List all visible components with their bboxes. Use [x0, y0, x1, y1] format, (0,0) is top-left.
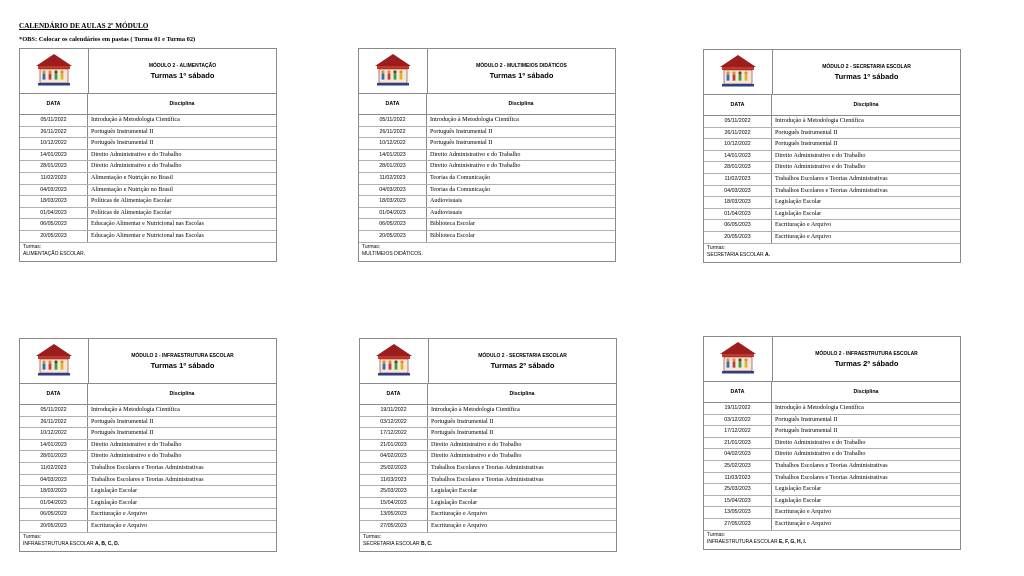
row-subject: Teorias da Comunicação [430, 174, 491, 181]
row-date: 20/05/2023 [20, 231, 88, 242]
row-date: 04/03/2023 [20, 475, 88, 486]
row-date: 26/11/2022 [704, 128, 772, 139]
row-subject: Legislação Escolar [431, 499, 478, 506]
school-house-icon [371, 52, 415, 90]
subject-column-header: Disciplina [853, 389, 879, 395]
table-row [360, 417, 616, 429]
table-row [359, 173, 615, 185]
schedule-card-infraestrutura-1 [19, 338, 277, 552]
subject-column-header: Disciplina [508, 101, 534, 107]
row-subject: Escrituração e Arquivo [775, 520, 832, 527]
row-date: 18/03/2023 [20, 486, 88, 497]
row-date: 11/02/2023 [20, 463, 88, 474]
row-date: 10/12/2022 [20, 138, 88, 149]
schedule-rows [20, 405, 276, 533]
table-row [360, 405, 616, 417]
row-date: 26/11/2022 [20, 127, 88, 138]
turmas-label: Turmas: [23, 533, 42, 540]
table-row [20, 219, 276, 231]
table-row [20, 231, 276, 243]
table-row [20, 173, 276, 185]
table-row [20, 185, 276, 197]
school-house-icon [32, 52, 76, 90]
row-subject: Legislação Escolar [775, 497, 822, 504]
row-date: 20/05/2023 [359, 231, 427, 242]
table-row [360, 509, 616, 521]
table-row [20, 127, 276, 139]
table-row [360, 498, 616, 510]
table-row [359, 150, 615, 162]
subject-column-header: Disciplina [169, 391, 195, 397]
row-date: 28/01/2023 [20, 161, 88, 172]
table-row [359, 115, 615, 127]
row-subject: Direito Administrativo e do Trabalho [91, 453, 182, 460]
row-subject: Direito Administrativo e do Trabalho [775, 451, 866, 458]
table-row [20, 428, 276, 440]
table-row [360, 486, 616, 498]
row-date: 06/05/2023 [359, 219, 427, 230]
table-row [704, 484, 960, 496]
row-subject: Português Instrumental II [430, 128, 493, 135]
row-subject: Português Instrumental II [775, 129, 838, 136]
turmas-list: MULTIMEIOS DIDÁTICOS. [362, 251, 423, 258]
row-date: 01/04/2023 [20, 498, 88, 509]
row-date: 27/05/2023 [704, 519, 772, 530]
row-subject: Português Instrumental II [91, 418, 154, 425]
school-logo [359, 49, 428, 93]
table-row [704, 220, 960, 232]
table-row [704, 496, 960, 508]
table-row [20, 475, 276, 487]
row-date: 20/05/2023 [20, 521, 88, 532]
table-row [359, 219, 615, 231]
table-row [20, 417, 276, 429]
table-row [20, 498, 276, 510]
table-row [20, 521, 276, 533]
row-date: 11/02/2023 [704, 174, 772, 185]
schedule-rows [359, 115, 615, 243]
row-date: 14/01/2023 [359, 150, 427, 161]
row-subject: Direito Administrativo e do Trabalho [431, 453, 522, 460]
row-subject: Escrituração e Arquivo [775, 233, 832, 240]
schedule-rows [704, 116, 960, 244]
row-date: 21/01/2023 [360, 440, 428, 451]
row-date: 14/01/2023 [704, 151, 772, 162]
table-row [359, 138, 615, 150]
row-date: 28/01/2023 [359, 161, 427, 172]
schedule-card-infraestrutura-2 [703, 336, 961, 550]
row-subject: Português Instrumental II [91, 140, 154, 147]
date-column-header: DATA [20, 384, 88, 404]
row-date: 04/03/2023 [20, 185, 88, 196]
row-date: 14/01/2023 [20, 440, 88, 451]
row-subject: Direito Administrativo e do Trabalho [91, 163, 182, 170]
row-subject: Trabalhos Escolares e Teorias Administrativas [775, 474, 888, 481]
row-date: 04/02/2023 [360, 451, 428, 462]
schedule-rows [704, 403, 960, 531]
module-title: MÓDULO 2 - MULTIMEIOS DIDÁTICOS [476, 62, 567, 69]
row-date: 11/02/2023 [20, 173, 88, 184]
row-subject: Trabalhos Escolares e Teorias Administrativas [775, 187, 888, 194]
turmas-list: SECRETARIA ESCOLAR A. [707, 252, 770, 259]
turmas-list: ALIMENTAÇÃO ESCOLAR. [23, 251, 86, 258]
row-date: 26/11/2022 [359, 127, 427, 138]
schedule-card-alimentacao [19, 48, 277, 262]
row-subject: Trabalhos Escolares e Teorias Administrativas [775, 462, 888, 469]
turmas-footer [20, 533, 276, 551]
school-logo [20, 49, 89, 93]
table-row [20, 509, 276, 521]
row-date: 03/12/2022 [360, 417, 428, 428]
turmas-footer [704, 244, 960, 262]
table-row [704, 461, 960, 473]
row-subject: Legislação Escolar [431, 488, 478, 495]
table-row [359, 127, 615, 139]
row-date: 04/02/2023 [704, 449, 772, 460]
row-date: 11/03/2023 [360, 475, 428, 486]
turmas-footer [359, 243, 615, 261]
row-date: 18/03/2023 [704, 197, 772, 208]
row-subject: Português Instrumental II [775, 428, 838, 435]
row-subject: Trabalhos Escolares e Teorias Administrativas [91, 464, 204, 471]
row-subject: Introdução à Metodologia Científica [91, 117, 180, 123]
row-subject: Direito Administrativo e do Trabalho [91, 441, 182, 448]
table-row [20, 161, 276, 173]
turma-title: Turmas 2º sábado [490, 360, 555, 370]
row-date: 25/03/2023 [704, 484, 772, 495]
row-date: 25/02/2023 [360, 463, 428, 474]
row-subject: Escrituração e Arquivo [431, 522, 488, 529]
subject-column-header: Disciplina [169, 101, 195, 107]
table-row [359, 231, 615, 243]
turmas-list: INFRAESTRUTURA ESCOLAR E, F, G, H, I. [707, 539, 807, 546]
row-date: 18/03/2023 [359, 196, 427, 207]
table-row [360, 521, 616, 533]
schedule-card-secretaria-2 [359, 338, 617, 552]
table-row [359, 196, 615, 208]
row-subject: Direito Administrativo e do Trabalho [775, 152, 866, 159]
turma-title: Turmas 1º sábado [489, 70, 554, 80]
table-row [360, 440, 616, 452]
table-row [359, 185, 615, 197]
row-subject: Audiovisuais [430, 209, 463, 216]
row-subject: Português Instrumental II [431, 418, 494, 425]
module-title: MÓDULO 2 - INFRAESTRUTURA ESCOLAR [815, 350, 918, 357]
row-date: 18/03/2023 [20, 196, 88, 207]
table-row [704, 415, 960, 427]
row-date: 17/12/2022 [704, 426, 772, 437]
row-subject: Escrituração e Arquivo [91, 511, 148, 518]
table-row [20, 463, 276, 475]
turmas-label: Turmas: [707, 244, 726, 251]
row-subject: Legislação Escolar [775, 199, 822, 206]
row-date: 05/11/2022 [20, 115, 88, 126]
row-date: 06/05/2023 [20, 219, 88, 230]
row-date: 04/03/2023 [704, 186, 772, 197]
row-subject: Direito Administrativo e do Trabalho [775, 439, 866, 446]
row-date: 10/12/2022 [704, 139, 772, 150]
row-subject: Políticas de Alimentação Escolar [91, 209, 172, 216]
row-date: 26/11/2022 [20, 417, 88, 428]
row-date: 01/04/2023 [20, 208, 88, 219]
row-subject: Alimentação e Nutrição no Brasil [91, 186, 173, 193]
table-row [360, 475, 616, 487]
row-date: 03/12/2022 [704, 415, 772, 426]
row-date: 05/11/2022 [704, 116, 772, 127]
row-subject: Escrituração e Arquivo [775, 222, 832, 229]
subject-column-header: Disciplina [853, 102, 879, 108]
school-house-icon [32, 342, 76, 380]
turma-title: Turmas 1º sábado [834, 71, 899, 81]
turmas-footer [704, 531, 960, 549]
school-logo [704, 50, 773, 94]
row-date: 10/12/2022 [20, 428, 88, 439]
document-note: *OBS: Colocar os calendários em pastas ( Turma 01 e Turma 02) [19, 36, 196, 43]
row-date: 11/02/2023 [359, 173, 427, 184]
row-date: 11/03/2023 [704, 473, 772, 484]
row-date: 06/05/2023 [704, 220, 772, 231]
row-date: 19/11/2022 [360, 405, 428, 416]
table-row [360, 428, 616, 440]
row-subject: Audiovisuais [430, 198, 463, 205]
table-row [704, 186, 960, 198]
table-row [704, 473, 960, 485]
row-date: 17/12/2022 [360, 428, 428, 439]
row-subject: Português Instrumental II [431, 430, 494, 437]
row-subject: Alimentação e Nutrição no Brasil [91, 174, 173, 181]
row-subject: Direito Administrativo e do Trabalho [431, 441, 522, 448]
table-row [20, 115, 276, 127]
table-row [20, 208, 276, 220]
school-logo [360, 339, 429, 383]
row-date: 10/12/2022 [359, 138, 427, 149]
row-subject: Legislação Escolar [775, 210, 822, 217]
row-subject: Direito Administrativo e do Trabalho [91, 151, 182, 158]
table-row [704, 438, 960, 450]
row-subject: Trabalhos Escolares e Teorias Administrativas [431, 464, 544, 471]
row-subject: Escrituração e Arquivo [431, 511, 488, 518]
row-subject: Biblioteca Escolar [430, 221, 475, 228]
table-row [704, 174, 960, 186]
row-date: 14/01/2023 [20, 150, 88, 161]
row-subject: Legislação Escolar [91, 488, 138, 495]
row-subject: Educação Alimentar e Nutricional nas Escolas [91, 221, 204, 228]
row-date: 01/04/2023 [704, 209, 772, 220]
row-subject: Escrituração e Arquivo [91, 522, 148, 529]
row-date: 28/01/2023 [704, 162, 772, 173]
table-row [20, 440, 276, 452]
row-subject: Legislação Escolar [91, 499, 138, 506]
row-subject: Trabalhos Escolares e Teorias Administrativas [775, 175, 888, 182]
row-date: 04/03/2023 [359, 185, 427, 196]
row-subject: Português Instrumental II [91, 430, 154, 437]
row-date: 21/01/2023 [704, 438, 772, 449]
row-date: 13/05/2023 [704, 507, 772, 518]
turma-title: Turmas 2º sábado [834, 358, 899, 368]
row-subject: Trabalhos Escolares e Teorias Administrativas [431, 476, 544, 483]
module-title: MÓDULO 2 - SECRETARIA ESCOLAR [478, 352, 567, 359]
row-date: 25/03/2023 [360, 486, 428, 497]
row-date: 13/05/2023 [360, 509, 428, 520]
row-date: 05/11/2022 [359, 115, 427, 126]
subject-column-header: Disciplina [509, 391, 535, 397]
row-subject: Introdução à Metodologia Científica [430, 117, 519, 123]
date-column-header: DATA [704, 382, 772, 402]
row-subject: Biblioteca Escolar [430, 232, 475, 239]
turmas-label: Turmas: [707, 531, 726, 538]
school-logo [20, 339, 89, 383]
table-row [704, 151, 960, 163]
row-date: 01/04/2023 [359, 208, 427, 219]
table-row [704, 232, 960, 244]
table-row [704, 139, 960, 151]
schedule-card-secretaria-1 [703, 49, 961, 263]
turmas-list: SECRETARIA ESCOLAR B, C. [363, 541, 433, 548]
row-subject: Teorias da Comunicação [430, 186, 491, 193]
row-subject: Direito Administrativo e do Trabalho [775, 164, 866, 171]
row-subject: Português Instrumental II [430, 140, 493, 147]
row-subject: Introdução à Metodologia Científica [775, 118, 864, 124]
turmas-label: Turmas: [363, 533, 382, 540]
school-logo [704, 337, 773, 381]
turma-title: Turmas 1º sábado [150, 70, 215, 80]
schedule-card-multimeios [358, 48, 616, 262]
table-row [704, 197, 960, 209]
date-column-header: DATA [360, 384, 428, 404]
table-row [20, 451, 276, 463]
document-title: CALENDÁRIO DE AULAS 2º MÓDULO [19, 22, 149, 30]
table-row [704, 519, 960, 531]
turmas-list: INFRAESTRUTURA ESCOLAR A, B, C, D. [23, 541, 120, 548]
turmas-footer [20, 243, 276, 261]
row-date: 19/11/2022 [704, 403, 772, 414]
module-title: MÓDULO 2 - SECRETARIA ESCOLAR [822, 63, 911, 70]
row-subject: Português Instrumental II [775, 416, 838, 423]
turmas-footer [360, 533, 616, 551]
date-column-header: DATA [704, 95, 772, 115]
table-row [20, 486, 276, 498]
schedule-rows [360, 405, 616, 533]
date-column-header: DATA [359, 94, 427, 114]
table-row [360, 451, 616, 463]
table-row [704, 507, 960, 519]
module-title: MÓDULO 2 - INFRAESTRUTURA ESCOLAR [131, 352, 234, 359]
table-row [704, 128, 960, 140]
row-subject: Introdução à Metodologia Científica [431, 407, 520, 413]
row-date: 28/01/2023 [20, 451, 88, 462]
module-title: MÓDULO 2 - ALIMENTAÇÃO [148, 62, 217, 69]
school-house-icon [716, 53, 760, 91]
table-row [704, 116, 960, 128]
row-subject: Escrituração e Arquivo [775, 509, 832, 516]
table-row [20, 138, 276, 150]
row-date: 25/02/2023 [704, 461, 772, 472]
table-row [20, 405, 276, 417]
row-subject: Português Instrumental II [91, 128, 154, 135]
schedule-rows [20, 115, 276, 243]
row-subject: Direito Administrativo e do Trabalho [430, 151, 521, 158]
table-row [360, 463, 616, 475]
row-subject: Políticas de Alimentação Escolar [91, 198, 172, 205]
table-row [704, 209, 960, 221]
turmas-label: Turmas: [23, 243, 42, 250]
row-subject: Introdução à Metodologia Científica [775, 405, 864, 411]
table-row [704, 403, 960, 415]
turma-title: Turmas 1º sábado [150, 360, 215, 370]
date-column-header: DATA [20, 94, 88, 114]
table-row [704, 426, 960, 438]
row-date: 20/05/2023 [704, 232, 772, 243]
school-house-icon [372, 342, 416, 380]
row-date: 05/11/2022 [20, 405, 88, 416]
table-row [20, 196, 276, 208]
school-house-icon [716, 340, 760, 378]
turmas-label: Turmas: [362, 243, 381, 250]
row-date: 27/05/2023 [360, 521, 428, 532]
row-subject: Introdução à Metodologia Científica [91, 407, 180, 413]
table-row [704, 162, 960, 174]
table-row [359, 208, 615, 220]
row-subject: Português Instrumental II [775, 141, 838, 148]
row-subject: Direito Administrativo e do Trabalho [430, 163, 521, 170]
row-subject: Trabalhos Escolares e Teorias Administrativas [91, 476, 204, 483]
row-subject: Legislação Escolar [775, 486, 822, 493]
table-row [704, 449, 960, 461]
table-row [359, 161, 615, 173]
row-subject: Educação Alimentar e Nutricional nas Escolas [91, 232, 204, 239]
row-date: 06/05/2023 [20, 509, 88, 520]
row-date: 15/04/2023 [704, 496, 772, 507]
row-date: 15/04/2023 [360, 498, 428, 509]
table-row [20, 150, 276, 162]
